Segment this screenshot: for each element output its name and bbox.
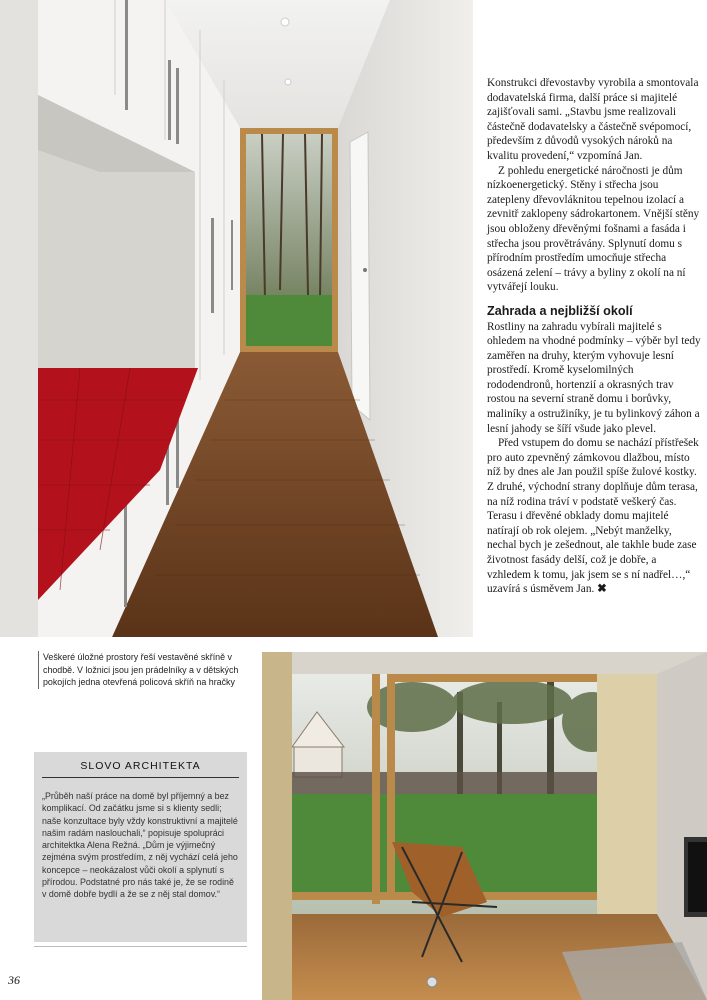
- photo-caption: Veškeré úložné prostory řeší vestavěné skříně v chodbě. V ložnici jsou jen prádelníky a v dětských pokojích jedna otevřená policová skříň na hračky: [38, 651, 258, 689]
- left-curtain: [262, 652, 292, 1000]
- right-curtain: [597, 674, 657, 914]
- door: [350, 132, 370, 420]
- section-heading: Zahrada a nejbližší okolí: [487, 303, 633, 318]
- article-paragraph: [487, 436, 702, 597]
- page-number: 36: [8, 973, 20, 987]
- article-column: [487, 76, 702, 597]
- article-paragraph: Konstrukci dřevostavby vyrobila a smontovala dodavatelská firma, další práce si majitelé zajišťovali sami. „Stavbu jsme realizovali částečně dodavatelsky a částečně svépomocí, především z důvodů vysokých nároků na kvalitu provedení,“ vzpomíná Jan.: [487, 77, 699, 162]
- article-paragraph-text: Před vstupem do domu se nachází přístřešek pro auto zpevněný zámkovou dlažbou, místo níž by dnes ale Jan použil spíše žulové kostky. Z druhé, východní strany doplňuje dům terasa, na níž rodina tráví v podstatě veškerý čas. Terasu i dřevěné obklady domu majitelé natírají ob rok olejem. „Nebýt manželky, nechal bych je zešednout, ale takhle bude zase životnost fasády delší, což je dobře, a vzhledem k tomu, jak jsem se s ní nadřel…,“ uzavírá s úsměvem Jan.: [487, 437, 699, 596]
- living-room-photo: [262, 652, 707, 1000]
- architect-box-title: SLOVO ARCHITEKTA: [42, 760, 239, 778]
- article-paragraph: Z pohledu energetické náročnosti je dům nízkoenergetický. Stěny i střecha jsou zatepleny dřevovláknitou tepelnou izolací a zevnitř zaklopeny sádrokartonem. Vnější stěny jsou obloženy dřevěnými fošnami a fasáda i střecha jsou provětrávány. Splynutí domu s přírodním prostředím umocňuje střecha osázená zelení – trávy a byliny z okolí na ní vytvářejí louku.: [487, 164, 700, 294]
- rug: [562, 942, 707, 1000]
- architect-box-text: „Průběh naší práce na domě byl příjemný a bez komplikací. Od začátku jsme si s klienty sedli; naše konzultace byly vždy konstruktivní a majitelé našim radám naslouchali,“ popisuje spolupráci architektka Alena Režná. „Dům je výjimečný zejména svým prostředím, z něj vychází celá jeho koncepce – neokázalost vůči okolí a splynutí s přírodou. Podstatné pro nás také je, že se rodině v domě dobře bydlí a že se z něj stal domov.“: [42, 791, 238, 900]
- living-room-illustration: [262, 652, 707, 1000]
- article-paragraph: Rostliny na zahradu vybírali majitelé s ohledem na vhodné podmínky – výběr byl tedy zaměřen na druhy, kterým vyhovuje lesní prostředí. Kromě kyselomilných rododendronů, hortenzií a okrasných trav rostou na severní straně domu i borůvky, maliníky a ostružiníky, je tu bylinkový záhon a lesní jahody se šíří všude jako plevel.: [487, 320, 701, 435]
- architect-box: [34, 752, 247, 942]
- corridor-photo: [0, 0, 473, 637]
- end-mark-icon: ✖: [597, 583, 607, 596]
- corridor-illustration: [0, 0, 473, 637]
- divider: [34, 946, 247, 947]
